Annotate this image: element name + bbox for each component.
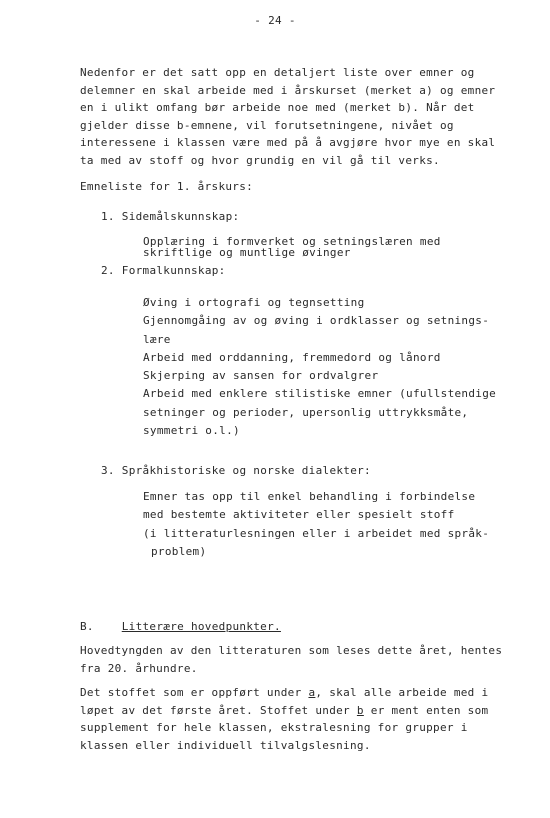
text-line: interessene i klassen være med på å avgjøre hvor mye en skal bbox=[80, 136, 496, 149]
paragraph-1 bbox=[80, 642, 502, 677]
section-1-heading: 1. Sidemålskunnskap: bbox=[101, 210, 240, 223]
section-b-letter: B. bbox=[80, 620, 94, 633]
section-b-title: Litterære hovedpunkter. bbox=[121, 620, 281, 633]
section-3-heading: 3. Språkhistoriske og norske dialekter: bbox=[101, 464, 371, 477]
text-line: setninger og perioder, upersonlig uttrykksmåte, bbox=[143, 405, 469, 419]
paragraph-2 bbox=[80, 684, 488, 754]
text-line: Opplæring i formverket og setningslæren med bbox=[143, 235, 441, 248]
text-line: symmetri o.l.) bbox=[143, 424, 240, 438]
text-line: lære bbox=[143, 332, 171, 346]
text-line: Arbeid med enklere stilistiske emner (ufullstendige bbox=[143, 387, 497, 401]
text-line: Nedenfor er det satt opp en detaljert liste over emner og bbox=[80, 66, 475, 79]
text-line: Emner tas opp til enkel behandling i forbindelse bbox=[143, 490, 476, 503]
text-line: Arbeid med orddanning, fremmedord og lånord bbox=[143, 350, 441, 364]
text-line: gjelder disse b-emnene, vil forutsetningene, nivået og bbox=[80, 118, 454, 132]
section-2-body bbox=[143, 294, 496, 440]
mark-b: b bbox=[356, 703, 364, 717]
text-line: Hovedtyngden av den litteraturen som leses dette året, hentes bbox=[80, 644, 503, 657]
text-line: Gjennomgåing av og øving i ordklasser og setnings- bbox=[143, 314, 490, 328]
section-3-body bbox=[143, 488, 489, 561]
page-number: - 24 - bbox=[254, 14, 296, 27]
text-line: løpet av det første året. Stoffet under b er ment enten som bbox=[80, 703, 489, 717]
text-line: klassen eller individuell tilvalgslesning. bbox=[80, 738, 371, 752]
text-line: Øving i ortografi og tegnsetting bbox=[143, 296, 365, 309]
mark-a: a bbox=[308, 686, 316, 699]
text-line: (i litteraturlesningen eller i arbeidet med språk- bbox=[143, 526, 490, 540]
text-line: skriftlige og muntlige øvinger bbox=[143, 246, 351, 259]
text-line: Skjerping av sansen for ordvalgrer bbox=[143, 369, 379, 383]
text-line: en i ulikt omfang bør arbeide noe med (merket b). Når det bbox=[80, 101, 475, 114]
section-1-body bbox=[143, 236, 441, 258]
text-line: fra 20. århundre. bbox=[80, 661, 198, 675]
section-b-heading bbox=[80, 620, 281, 633]
text-line: delemner en skal arbeide med i årskurset (merket a) og emner bbox=[80, 83, 496, 97]
text-line: med bestemte aktiviteter eller spesielt stoff bbox=[143, 508, 455, 522]
text-line: Det stoffet som er oppført under a, skal alle arbeide med i bbox=[80, 686, 489, 699]
text-line: problem) bbox=[151, 544, 207, 558]
section-2-heading: 2. Formalkunnskap: bbox=[101, 264, 226, 277]
emneliste-heading: Emneliste for 1. årskurs: bbox=[80, 180, 254, 193]
text-line: supplement for hele klassen, ekstralesning for grupper i bbox=[80, 721, 468, 734]
intro-paragraph bbox=[80, 64, 495, 169]
text-line: ta med av stoff og hvor grundig en vil gå til verks. bbox=[80, 153, 440, 167]
